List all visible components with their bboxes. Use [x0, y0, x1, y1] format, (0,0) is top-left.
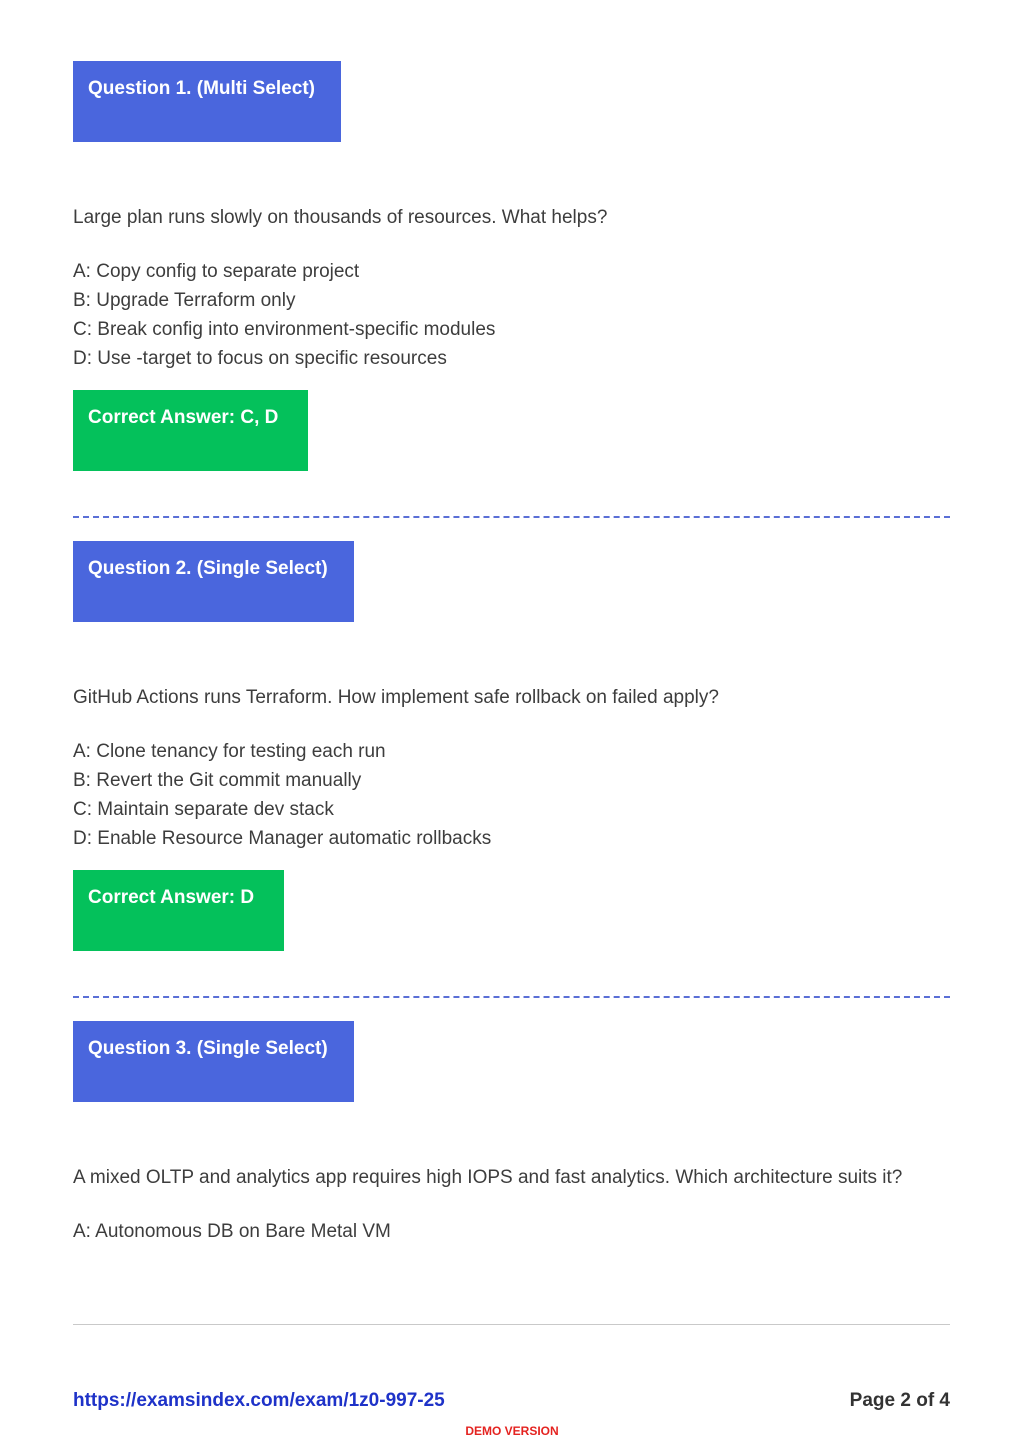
answer-badge: Correct Answer: D [73, 870, 284, 951]
footer-divider [73, 1324, 950, 1325]
option-a: A: Clone tenancy for testing each run [73, 741, 386, 762]
options-list [73, 257, 950, 373]
option-c: C: Maintain separate dev stack [73, 799, 334, 820]
question-block-3 [73, 998, 950, 1246]
option-b: B: Upgrade Terraform only [73, 290, 296, 311]
answer-badge: Correct Answer: C, D [73, 390, 308, 471]
exam-url-link[interactable]: https://examsindex.com/exam/1z0-997-25 [73, 1390, 445, 1411]
question-text: A mixed OLTP and analytics app requires high IOPS and fast analytics. Which architecture suits it? [73, 1167, 903, 1188]
question-badge: Question 3. (Single Select) [73, 1021, 354, 1102]
question-text: GitHub Actions runs Terraform. How implement safe rollback on failed apply? [73, 687, 719, 708]
option-a: A: Autonomous DB on Bare Metal VM [73, 1221, 391, 1242]
option-a: A: Copy config to separate project [73, 261, 360, 282]
demo-version-label: DEMO VERSION [465, 1424, 559, 1438]
footer [73, 1390, 950, 1412]
question-block-1 [73, 61, 950, 518]
question-badge: Question 1. (Multi Select) [73, 61, 341, 142]
page-number: Page 2 of 4 [849, 1390, 950, 1411]
options-list [73, 1217, 950, 1246]
option-d: D: Use -target to focus on specific resources [73, 348, 447, 369]
option-d: D: Enable Resource Manager automatic rollbacks [73, 828, 492, 849]
option-b: B: Revert the Git commit manually [73, 770, 362, 791]
question-block-2 [73, 518, 950, 998]
option-c: C: Break config into environment-specific modules [73, 319, 496, 340]
question-text: Large plan runs slowly on thousands of resources. What helps? [73, 207, 608, 228]
question-badge: Question 2. (Single Select) [73, 541, 354, 622]
options-list [73, 737, 950, 853]
